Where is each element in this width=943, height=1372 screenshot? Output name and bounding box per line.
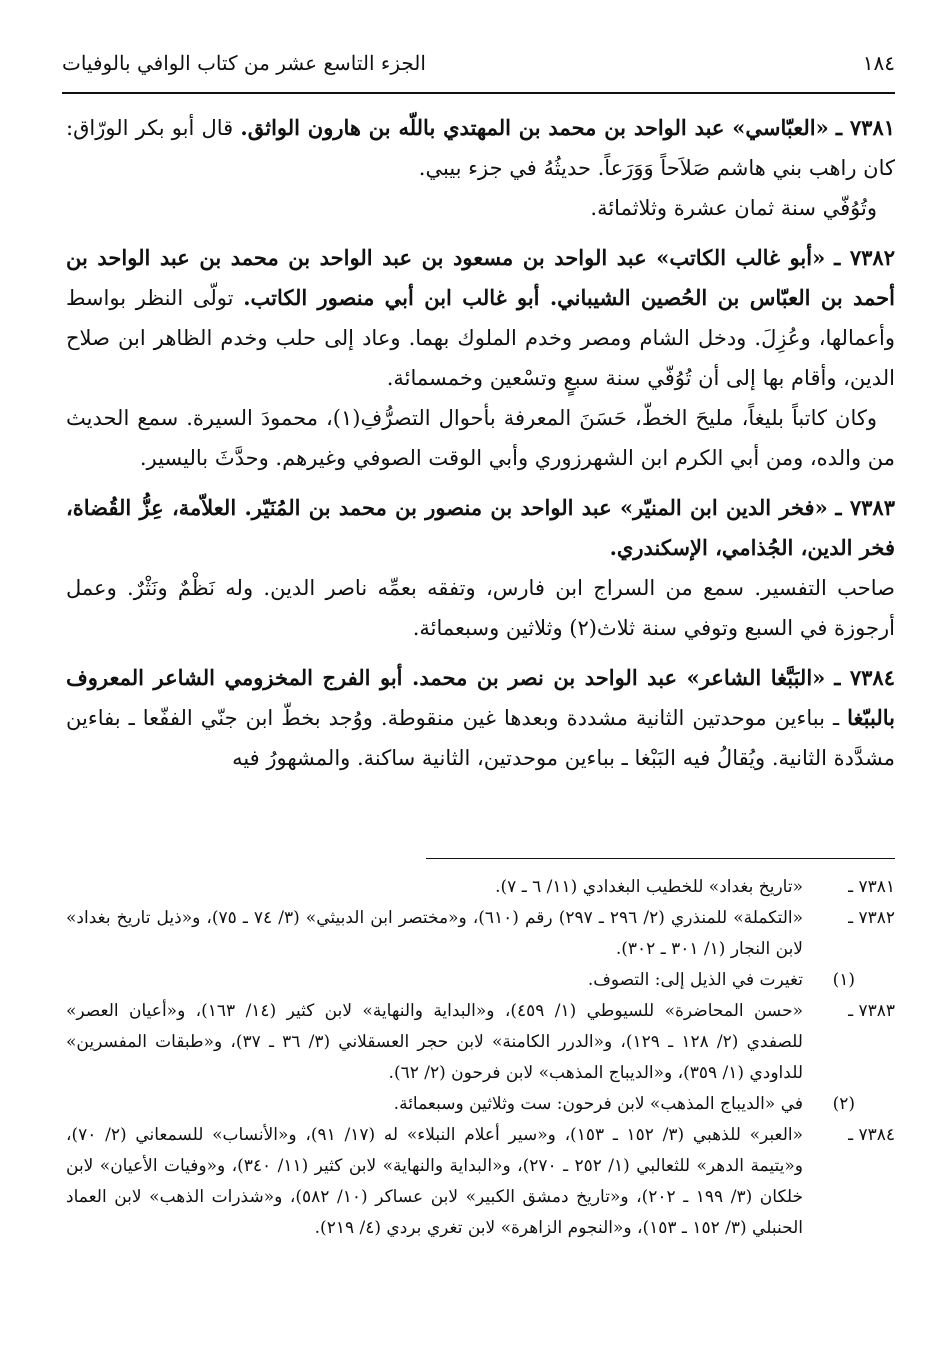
entry-heading: «فخر الدين ابن المنيّر» عبد الواحد بن منصور بن محمد بن المُنَيّر. العلاّمة، عِزُّ القُضاة، فخر الدين، الجُذامي، الإسكندري. xyxy=(66,495,895,560)
footnotes xyxy=(66,872,895,1244)
page-header xyxy=(62,40,895,86)
footnote-text: «العبر» للذهبي (٣/ ١٥٢ ـ ١٥٣)، و«سير أعلام النبلاء» له (١٧/ ٩١)، و«الأنساب» للسمعاني (٢/ ٧٠)، و«يتيمة الدهر» للثعالبي (١/ ٢٥٢ ـ ٢٧٠)، و«البداية والنهاية» لابن كثير (١١/ ٣٤٠)، و«وفيات الأعيان» لابن خلكان (٣/ ١٩٩ ـ ٢٠٢)، و«تاريخ دمشق الكبير» لابن عساكر (١٠/ ٥٨٢)، و«شذرات الذهب» لابن العماد الحنبلي (٣/ ١٥٢ ـ ١٥٣)، و«النجوم الزاهرة» لابن تغري بردي (٤/ ٢١٩). xyxy=(66,1125,804,1238)
footnote-text: «حسن المحاضرة» للسيوطي (١/ ٤٥٩)، و«البداية والنهاية» لابن كثير (١٤/ ١٦٣)، و«أعيان العصر» للصفدي (٢/ ١٢٨ ـ ١٢٩)، و«الدرر الكامنة» لابن حجر العسقلاني (٣/ ٣٦ ـ ٣٧)، و«طبقات المفسرين» للداودي (١/ ٣٥٩)، و«الديباج المذهب» لابن فرحون (٢/ ٦٢). xyxy=(66,1001,803,1083)
main-text xyxy=(66,108,895,788)
footnote-label: ٧٣٨٣ ـ xyxy=(848,1001,895,1021)
entry xyxy=(66,488,895,648)
footnote-text: «التكملة» للمنذري (٢/ ٢٩٦ ـ ٢٩٧) رقم (٦١٠)، و«مختصر ابن الدبيثي» (٣/ ٧٤ ـ ٧٥)، و«ذيل تاريخ بغداد» لابن النجار (١/ ٣٠١ ـ ٣٠٢). xyxy=(66,908,804,959)
footnote-text: تغيرت في الذيل إلى: التصوف. xyxy=(587,970,803,990)
entry-heading: «العبّاسي» عبد الواحد بن محمد بن المهتدي باللّه بن هارون الواثق. xyxy=(240,115,829,140)
entry-text: ـ بباءين موحدتين الثانية مشددة وبعدها غين منقوطة. ووُجد بخطّ ابن جنّي الففّعا ـ بفاءين مشدَّدة الثانية. ويُقالُ فيه البَبْغا ـ بباءين موحدتين، الثانية ساكنة. والمشهورُ فيه xyxy=(66,706,895,770)
footnote xyxy=(66,872,895,903)
footnote-label: (١) xyxy=(832,970,855,990)
entry xyxy=(66,238,895,478)
entry-text: تولّى النظر بواسط وأعمالها، وعُزِلَ. ودخل الشام ومصر وخدم الملوك بهما. وعاد إلى حلب وخدم الظاهر ابن صلاح الدين، وأقام بها إلى أن تُوُفّي سنة سبعٍ وتسْعين وخمسمائة. xyxy=(66,286,895,390)
footnote-label: ٧٣٨٢ ـ xyxy=(848,908,895,928)
header-rule xyxy=(62,92,895,94)
running-title: الجزء التاسع عشر من كتاب الوافي بالوفيات xyxy=(62,51,426,75)
entry-paragraph: وتُوُفّي سنة ثمان عشرة وثلاثمائة. xyxy=(590,196,877,220)
footnote-label: (٢) xyxy=(832,1094,855,1114)
entry-heading: «أبو غالب الكاتب» عبد الواحد بن مسعود بن عبد الواحد بن محمد بن عبد الواحد بن أحمد بن العبّاس بن الحُصين الشيباني. أبو غالب ابن أبي منصور الكاتب. xyxy=(66,245,895,310)
entry-paragraph: صاحب التفسير. سمع من السراج ابن فارس، وتفقه بعمِّه ناصر الدين. وله نَظْمٌ ونَثْرٌ. وعمل أرجوزة في السبع وتوفي سنة ثلاث(٢) وثلاثين وسبعمائة. xyxy=(66,576,895,640)
entry xyxy=(66,658,895,778)
page-number: ١٨٤ xyxy=(862,51,895,75)
entry-number: ٧٣٨٢ ـ xyxy=(834,245,895,270)
footnote-text: في «الديباج المذهب» لابن فرحون: ست وثلاثين وسبعمائة. xyxy=(393,1094,803,1114)
footnote-rule xyxy=(426,858,895,859)
entry-paragraph: وكان كاتباً بليغاً، مليحَ الخطّ، حَسَنَ المعرفة بأحوال التصرُّفِ(١)، محمودَ السيرة. سمع الحديث من والده، ومن أبي الكرم ابن الشهرزوري وأبي الوقت الصوفي وغيرهم. وحدَّثَ باليسير. xyxy=(66,406,895,470)
footnote-label: ٧٣٨٤ ـ xyxy=(848,1125,895,1145)
entry-number: ٧٣٨١ ـ xyxy=(835,115,896,140)
entry-text: قال أبو بكر الورّاق: كان راهب بني هاشم صَلاَحاً وَوَرَعاً. حديثُهُ في جزء بيبي. xyxy=(66,116,895,180)
footnote-text: «تاريخ بغداد» للخطيب البغدادي (١١/ ٦ ـ ٧). xyxy=(495,877,803,897)
footnote-label: ٧٣٨١ ـ xyxy=(848,877,895,897)
entry-number: ٧٣٨٣ ـ xyxy=(835,495,895,520)
entry-heading: «البَبَّغا الشاعر» عبد الواحد بن نصر بن محمد. أبو الفرج المخزومي الشاعر المعروف بالببّغا xyxy=(66,665,895,730)
footnote-note xyxy=(66,1089,895,1120)
footnote xyxy=(66,996,895,1089)
entry-number: ٧٣٨٤ ـ xyxy=(834,665,895,690)
footnote-note xyxy=(66,965,895,996)
footnote xyxy=(66,1120,895,1244)
entry xyxy=(66,108,895,228)
footnote xyxy=(66,903,895,965)
